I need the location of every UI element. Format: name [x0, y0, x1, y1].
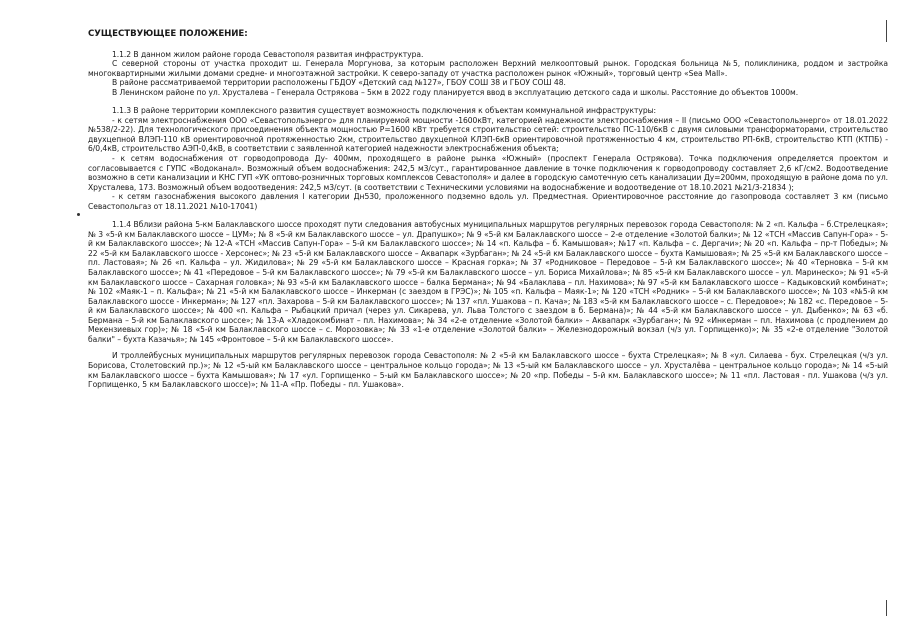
paragraph-schools: В районе рассматриваемой территории расположены ГБДОУ «Детский сад №127», ГБОУ СОШ 38 и ГБОУ СОШ 48.	[112, 78, 566, 88]
margin-dot	[77, 213, 80, 216]
paragraph-water: - к сетям водоснабжения от горводопровода Ду- 400мм, проходящего в районе рынка «Южный» (проспект Генерала Острякова). Точка подключения определяется проектом и согласовывается с ГУПС «Водоканал». Возможный объем водоснабжения: 242,5 м3/сут., гарантированное давление в точке подключения к горводопроводу составляет 2,6 кГ/см2. Водоотведение возможно в сети канализации и КНС ГУП «УК оптово-розничных торговых комплексов Севастополя» и далее в городскую самотечную сеть канализации Ду=200мм, проходящую в районе дома по ул. Хрусталева, 173. Возможный объем водоотведения: 242,5 м3/сут. (в соответствии с Техническими условиями на водоснабжение и водоотведение от 18.10.2021 №21/3-21834 );	[88, 154, 888, 192]
scan-edge-mark-top	[886, 20, 887, 42]
paragraph-gas: - к сетям газоснабжения высокого давления I категории Дн530, проложенного подземно вдоль ул. Предместная. Ориентировочное расстояние до газопровода составляет 3 км (письмо Севастопольгаз от 18.11.2021 №10-17041)	[88, 192, 888, 211]
paragraph-1-1-2: 1.1.2 В данном жилом районе города Севастополя развитая инфраструктура.	[112, 49, 424, 59]
section-heading: СУЩЕСТВУЮЩЕЕ ПОЛОЖЕНИЕ:	[88, 29, 248, 39]
paragraph-1-1-4-bus-routes: 1.1.4 Вблизи района 5-км Балаклавского шоссе проходят пути следования автобусных муниципальных маршрутов регулярных перевозок города Севастополя: № 2 «п. Кальфа – б.Стрелецкая»; № 3 «5-й км Балаклавского шоссе – ЦУМ»; № 8 «5-й км Балаклавского шоссе – ул. Драпушко»; № 9 «5-й км Балаклавского шоссе – 2-е отделение «Золотой балки»; № 12 «ТСН «Массив Сапун-Гора» - 5-й км Балаклавского шоссе»; № 12-А «ТСН «Массив Сапун-Гора» – 5-й км Балаклавского шоссе»; № 14 «п. Кальфа – б. Камышовая»; №17 «п. Кальфа – с. Дергачи»; № 20 «п. Кальфа – пр-т Победы»; № 22 «5-й км Балаклавского шоссе - Херсонес»; № 23 «5-й км Балаклавского шоссе – Аквапарк «Зурбаган»; № 24 «5-й км Балаклавского шоссе – бухта Камышовая»; № 25 «5-й км Балаклавского шоссе – пл. Ластовая»; № 26 «п. Кальфа – ул. Жидилова»; № 29 «5-й км Балаклавского шоссе – Красная горка»; № 37 «Родниковое – Передовое – 5-й км Балаклавского шоссе»; № 40 «Терновка – 5-й км Балаклавского шоссе»; № 41 «Передовое – 5-й км Балаклавского шоссе»; № 79 «5-й км Балаклавского шоссе – ул. Бориса Михайлова»; № 85 «5-й км Балаклавского шоссе – ул. Маринеско»; № 91 «5-й км Балаклавского шоссе – Сахарная головка»; № 93 «5-й км Балаклавского шоссе – балка Бермана»; № 94 «Балаклава – пл. Нахимова»; № 97 «5-й км Балаклавского шоссе – Кадыковский комбинат»; № 102 «Маяк-1 – п. Кальфа»; № 21 «5-й км Балаклавского шоссе – Инкерман (с заездом в ГРЭС)»; № 105 «п. Кальфа – Маяк-1»; № 120 «ТСН «Родник» – 5-й км Балаклавского шоссе»; № 103 «№5-й км Балаклавского шоссе - Инкерман»; № 127 «пл. Захарова – 5-й км Балаклавского шоссе»; № 137 «пл. Ушакова – п. Кача»; № 183 «5-й км Балаклавского шоссе – с. Передовое»; № 182 «с. Передовое – 5-й км Балаклавского шоссе»; № 400 «п. Кальфа – Рыбацкий причал (через ул. Сикарева, ул. Льва Толстого с заездом в б. Бермана)»; № 44 «5-й км Балаклавского шоссе – ул. Дыбенко»; № 63 «б. Бермана – 5-й км Балаклавского шоссе»; № 13-А «Хладокомбинат – пл. Нахимова»; № 34 «2-е отделение «Золотой балки» – Аквапарк «Зурбаган»; № 92 «Инкерман – пл. Нахимова (с продлением до Мекензиевых гор)»; № 18 «5-й км Балаклавского шоссе – с. Морозовка»; № 33 «1-е отделение «Золотой балки» – Железнодорожный вокзал (ч/з ул. Горпищенко)»; № 35 «2-е отделение "Золотой балки" – бухта Казачья»; № 145 «Фронтовое – 5-й км Балаклавского шоссе».	[88, 220, 888, 344]
paragraph-trolleybus-routes: И троллейбусных муниципальных маршрутов регулярных перевозок города Севастополя: № 2 «5-й км Балаклавского шоссе – бухта Стрелецкая»; № 8 «ул. Силаева - бух. Стрелецкая (ч/з ул. Борисова, Столетовский пр.)»; № 12 «5-ый км Балаклавского шоссе – центральное кольцо города»; № 13 «5-ый км Балаклавского шоссе – ул. Хрусталёва – центральное кольцо города»; № 14 «5-ый км Балаклавского шоссе – бухта Камышовая»; № 17 «ул. Горпищенко – 5-ый км Балаклавского шоссе»; № 20 «пр. Победы – 5-й км. Балаклавского шоссе»; № 11 «пл. Ластовая - пл. Ушакова (ч/з ул. Горпищенко, 5 км Балаклавского шоссе)»; № 11-А «Пр. Победы - пл. Ушакова».	[88, 351, 888, 390]
scan-edge-mark-bottom	[886, 600, 887, 616]
paragraph-north-side: С северной стороны от участка проходит ш. Генерала Моргунова, за которым расположен Верхний мелкооптовый рынок. Городская больница №5, поликлиника, роддом и застройка многоквартирными жилыми домами средне- и многоэтажной застройки. К северо-западу от участка расположен рынок «Южный», торговый центр «Sea Mall».	[88, 59, 888, 78]
document-body	[88, 30, 888, 390]
paragraph-1-1-3: 1.1.3 В районе территории комплексного развития существует возможность подключения к объектам коммунальной инфраструктуры:	[112, 106, 657, 116]
paragraph-electricity: - к сетям электроснабжения ООО «Севастопольэнерго» для планируемой мощности -1600кВт, категорией надежности электроснабжения – II (письмо ООО «Севастопольэнерго» от 18.01.2022 №538/2-22). Для технологического присоединения объекта мощностью P=1600 кВт требуется строительство сетей: строительство ПС-110/6кВ с двумя силовыми трансформаторами, строительство двухцепной ВЛЭП-110 кВ ориентировочной протяженностью 2км, строительство двухцепной КЛЭП-6кВ ориентировочной протяженностью 4 км, строительство РП-6кВ, строительство КТП (КТПБ) - 6/0,4кВ, строительство АЭП-0,4кВ, в соответствии с заявленной категорией надежности электроснабжения объекта;	[88, 115, 888, 154]
paragraph-leninsky-district: В Ленинском районе по ул. Хрусталева – Генерала Острякова – 5км в 2022 году планируется ввод в эксплуатацию детского сада и школы. Расстояние до объектов 1000м.	[112, 87, 799, 97]
